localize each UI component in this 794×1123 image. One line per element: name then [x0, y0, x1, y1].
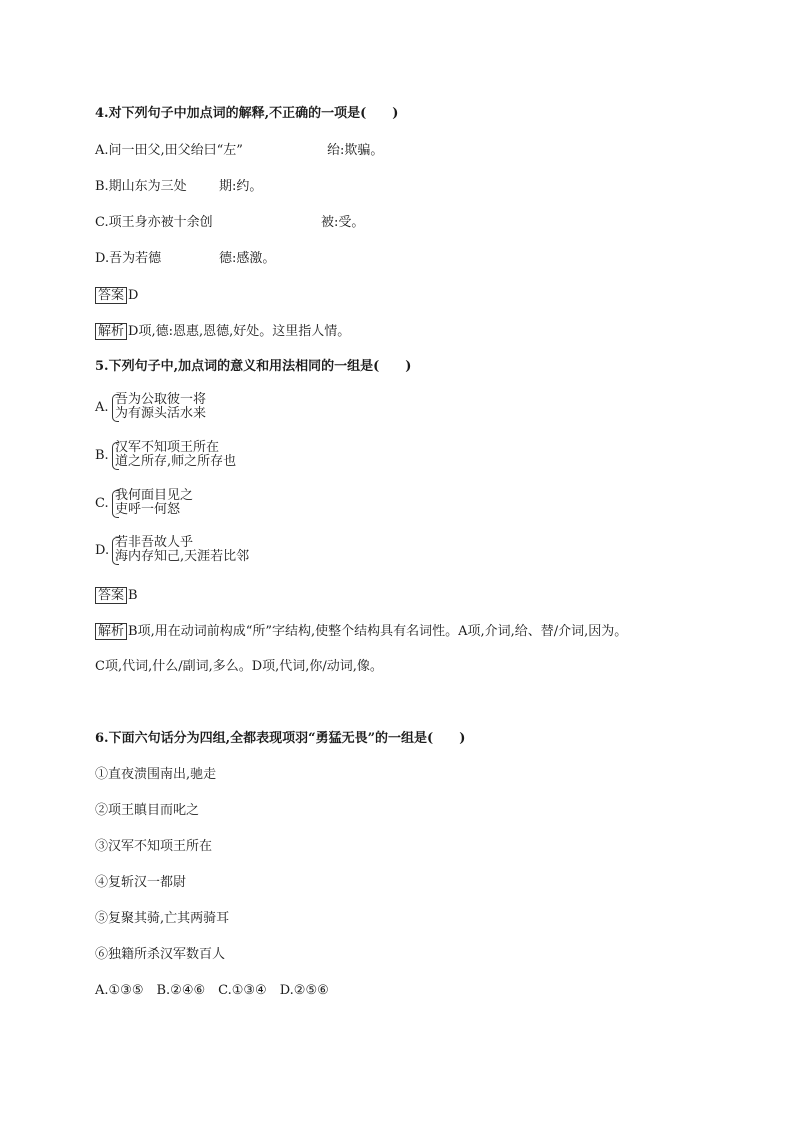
q6-item-2: ②项王瞋目而叱之 [95, 803, 200, 818]
q4-answer-value: D [128, 288, 139, 303]
q6-stem: 6.下面六句话分为四组,全都表现项羽“勇猛无畏”的一组是( ) [95, 731, 466, 746]
q6-item-4: ④复斩汉一都尉 [95, 875, 187, 890]
analysis-tag: 解析 [95, 623, 127, 640]
q5-stem: 5.下列句子中,加点词的意义和用法相同的一组是( ) [95, 359, 412, 374]
q5-analysis-line2: C项,代词,什么/副词,多么。D项,代词,你/动词,像。 [95, 659, 383, 674]
q4-option-c [95, 215, 365, 231]
q4-option-c-sentence: C.项王身亦被十余创 [95, 215, 213, 230]
q5-answer [95, 587, 138, 604]
q4-option-b-sentence: B.期山东为三处 [95, 179, 187, 194]
q5-analysis [95, 623, 627, 640]
q5-analysis-line1: B项,用在动词前构成“所”字结构,使整个结构具有名词性。A项,介词,给、替/介词,因为。 [128, 624, 628, 639]
q5-option-a-label: A. [95, 400, 109, 415]
q4-option-d-sentence: D.吾为若德 [95, 251, 162, 266]
q5-option-c-line2: 吏呼一何怒 [115, 502, 181, 517]
q4-stem: 4.对下列句子中加点词的解释,不正确的一项是( ) [95, 106, 399, 121]
q4-option-b-gloss: 期:约。 [219, 179, 263, 194]
q5-option-b-label: B. [95, 448, 109, 463]
q5-option-c-label: C. [95, 496, 109, 511]
q5-option-c-line1: 我何面目见之 [115, 488, 194, 503]
q4-analysis-text: D项,德:恩惠,恩德,好处。这里指人情。 [128, 324, 351, 339]
q4-answer [95, 287, 138, 304]
q5-option-d-label: D. [95, 543, 110, 558]
q6-item-3: ③汉军不知项王所在 [95, 839, 213, 854]
q4-option-a-sentence: A.问一田父,田父绐曰“左” [95, 143, 243, 158]
q5-answer-value: B [128, 588, 138, 603]
analysis-tag: 解析 [95, 323, 127, 340]
q4-option-d [95, 251, 276, 267]
answer-tag: 答案 [95, 287, 127, 304]
q5-option-b-line1: 汉军不知项王所在 [115, 440, 220, 455]
q5-option-d-line2: 海内存知己,天涯若比邻 [115, 549, 250, 564]
q6-item-6: ⑥独籍所杀汉军数百人 [95, 947, 226, 962]
answer-tag: 答案 [95, 587, 127, 604]
q5-option-b-line2: 道之所存,师之所存也 [115, 454, 237, 469]
q4-option-c-gloss: 被:受。 [321, 215, 365, 230]
q5-option-a-line1: 吾为公取彼一将 [115, 392, 207, 407]
q4-option-a-gloss: 绐:欺骗。 [327, 143, 384, 158]
q4-option-a [95, 143, 384, 159]
q6-choices: A.①③⑤ B.②④⑥ C.①③④ D.②⑤⑥ [95, 983, 329, 998]
q5-option-a-line2: 为有源头活水来 [115, 406, 207, 421]
q4-analysis [95, 323, 350, 340]
q5-option-d-line1: 若非吾故人乎 [115, 535, 194, 550]
q4-option-b [95, 179, 263, 195]
q6-item-1: ①直夜溃围南出,驰走 [95, 767, 217, 782]
q4-option-d-gloss: 德:感激。 [219, 251, 276, 266]
q6-item-5: ⑤复聚其骑,亡其两骑耳 [95, 911, 230, 926]
